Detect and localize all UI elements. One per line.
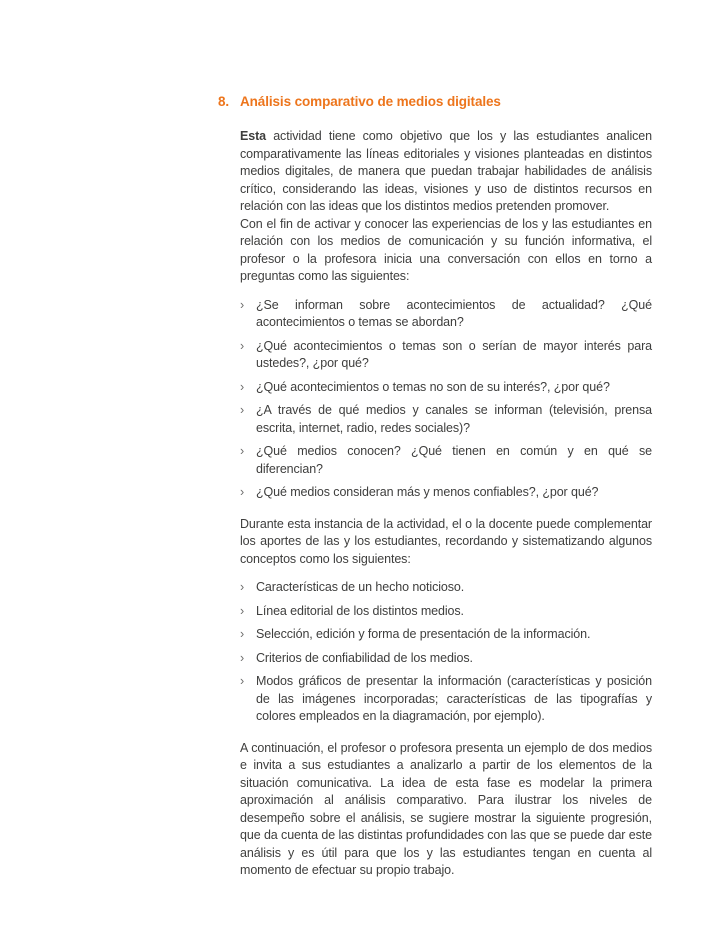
question-text: ¿A través de qué medios y canales se informan (televisión, prensa escrita, internet, radio, redes sociales)? [256, 403, 652, 435]
list-item [240, 379, 652, 397]
list-item [240, 579, 652, 597]
concept-text: Selección, edición y forma de presentación de la información. [256, 627, 591, 641]
arrow-bullet-icon: › [240, 603, 245, 618]
intro-paragraph-text: actividad tiene como objetivo que los y las estudiantes analicen comparativamente las líneas editoriales y visiones planteadas en distintos medios digitales, de manera que puedan trabajar habilidades de análisis crítico, considerando las ideas, visiones y uso de distintos recursos en relación con las ideas que los distintos medios pretenden promover. [240, 129, 652, 213]
intro-paragraph [240, 128, 652, 216]
arrow-bullet-icon: › [240, 338, 245, 353]
list-item [240, 626, 652, 644]
question-text: ¿Qué medios consideran más y menos confiables?, ¿por qué? [256, 485, 599, 499]
arrow-bullet-icon: › [240, 580, 245, 594]
arrow-bullet-icon: › [240, 403, 245, 417]
list-item [240, 443, 652, 478]
section-number: 8. [218, 94, 230, 109]
section-title: Análisis comparativo de medios digitales [240, 94, 501, 109]
list-item [240, 484, 652, 502]
body-column [240, 128, 652, 880]
question-text: ¿Qué medios conocen? ¿Qué tienen en común y en qué se diferencian? [256, 444, 652, 476]
list-item [240, 650, 652, 668]
intro-lead-word: Esta [240, 129, 267, 143]
activation-paragraph: Con el fin de activar y conocer las experiencias de los y las estudiantes en relación con los medios de comunicación y su función informativa, el profesor o la profesora inicia una conversación con ellos en torno a preguntas como las siguientes: [240, 216, 652, 283]
concepts-intro-paragraph: Durante esta instancia de la actividad, el o la docente puede complementar los aportes de las y los estudiantes, recordando y sistematizando algunos conceptos como los siguientes: [240, 516, 652, 566]
arrow-bullet-icon: › [240, 379, 245, 394]
page-content [218, 94, 652, 880]
question-text: ¿Qué acontecimientos o temas son o serían de mayor interés para ustedes?, ¿por qué? [256, 338, 652, 370]
concept-text: Línea editorial de los distintos medios. [256, 603, 464, 618]
list-item [240, 603, 652, 621]
section-heading [218, 94, 652, 110]
questions-list [240, 297, 652, 502]
question-text: ¿Se informan sobre acontecimientos de actualidad? ¿Qué acontecimientos o temas se abordan? [256, 297, 652, 329]
arrow-bullet-icon: › [240, 627, 245, 641]
arrow-bullet-icon: › [240, 444, 245, 458]
arrow-bullet-icon: › [240, 297, 245, 312]
list-item [240, 402, 652, 437]
concept-text: Criterios de confiabilidad de los medios. [256, 650, 473, 665]
closing-paragraph: A continuación, el profesor o profesora presenta un ejemplo de dos medios e invita a sus estudiantes a analizarlo a partir de los elementos de la situación comunicativa. La idea de esta fase es modelar la primera aproximación al análisis comparativo. Para ilustrar los niveles de desempeño sobre el análisis, se sugiere mostrar la siguiente progresión, que da cuenta de las distintas profundidades con las que se puede dar este análisis y es útil para que los y las estudiantes tengan en cuenta al momento de efectuar su propio trabajo. [240, 740, 652, 877]
list-item [240, 673, 652, 726]
concept-text: Modos gráficos de presentar la información (características y posición de las imágenes incorporadas; características de las tipografías y colores empleados en la diagramación, por ejemplo). [256, 674, 652, 723]
arrow-bullet-icon: › [240, 485, 245, 499]
arrow-bullet-icon: › [240, 650, 245, 665]
concepts-list [240, 579, 652, 726]
concept-text: Características de un hecho noticioso. [256, 580, 465, 594]
question-text: ¿Qué acontecimientos o temas no son de su interés?, ¿por qué? [256, 379, 610, 394]
list-item [240, 297, 652, 332]
arrow-bullet-icon: › [240, 674, 245, 688]
list-item [240, 338, 652, 373]
